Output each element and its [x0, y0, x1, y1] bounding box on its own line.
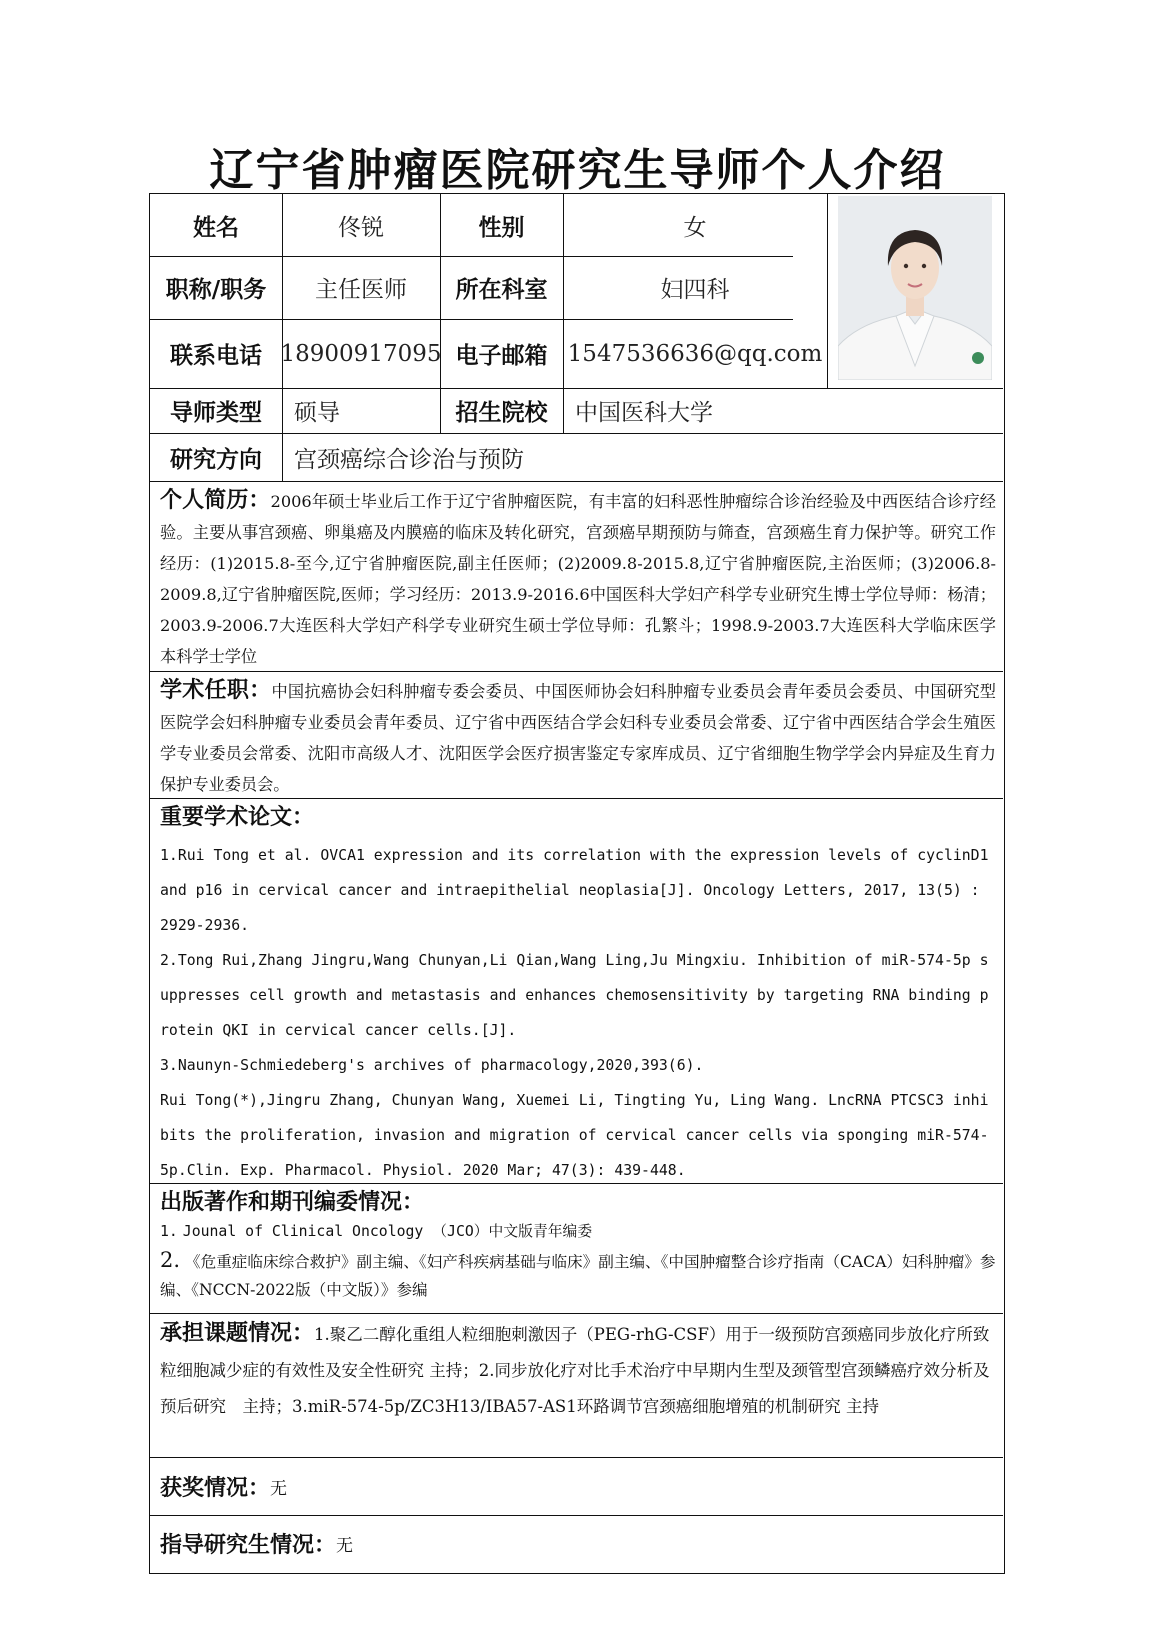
grid-line — [150, 481, 1003, 482]
dept-value: 妇四科 — [660, 277, 730, 303]
bio-section — [160, 485, 996, 672]
school-label: 招生院校 — [455, 399, 548, 426]
portrait-icon — [838, 196, 992, 380]
paper-item: 1.Rui Tong et al. OVCA1 expression and its correlation with the expression levels of cyclinD1 and p16 in cervical cancer and intraepithelial neoplasia[J]. Oncology Letters, 2017, 13(5) : 2929-2936. — [160, 847, 989, 934]
publication-item: 《危重症临床综合救护》副主编、《妇产科疾病基础与临床》副主编、《中国肿瘤整合诊疗指南（CACA）妇科肿瘤》参编、《NCCN-2022版（中文版）》参编 — [160, 1253, 996, 1299]
awards-text: 无 — [270, 1478, 288, 1499]
academic-section — [160, 675, 996, 800]
type-value: 硕导 — [294, 400, 340, 426]
projects-section — [160, 1315, 996, 1425]
research-value: 宫颈癌综合诊治与预防 — [294, 446, 524, 473]
profile-form — [149, 193, 1005, 1574]
academic-text: 中国抗癌协会妇科肿瘤专委会委员、中国医师协会妇科肿瘤专业委员会青年委员会委员、中国研究型医院学会妇科肿瘤专业委员会青年委员、辽宁省中西医结合学会妇科专业委员会常委、辽宁省中西医结合学会生殖医学专业委员会常委、沈阳市高级人才、沈阳医学会医疗损害鉴定专家库成员、辽宁省细胞生物学学会内异症及生育力保护专业委员会。 — [160, 682, 996, 794]
paper-item: 2.Tong Rui,Zhang Jingru,Wang Chunyan,Li Qian,Wang Ling,Ju Mingxiu. Inhibition of miR-574-5p suppresses cell growth and metastasis and enhances chemosensitivity by targeting RNA binding protein QKI in cervical cancer cells.[J]. — [160, 952, 989, 1039]
phone-label: 联系电话 — [170, 342, 262, 369]
papers-section — [160, 802, 996, 1188]
grid-line — [827, 194, 828, 388]
projects-text: 1.聚乙二醇化重组人粒细胞刺激因子（PEG-rhG-CSF）用于一级预防宫颈癌同步放化疗所致粒细胞减少症的有效性及安全性研究 主持；2.同步放化疗对比手术治疗中早期内生型及颈管型宫颈鳞癌疗效分析及预后研究 主持；3.miR-574-5p/ZC3H13/IBA57-AS1环路调节宫颈癌细胞增殖的机制研究 主持 — [160, 1325, 990, 1416]
research-label: 研究方向 — [170, 445, 262, 473]
students-section — [160, 1515, 996, 1572]
phone-value: 18900917095 — [280, 340, 442, 367]
paper-item: 3.Naunyn-Schmiedeberg's archives of pharmacology,2020,393(6). — [160, 1057, 704, 1074]
title-label: 职称/职务 — [165, 276, 267, 303]
publication-num: 1. — [160, 1223, 178, 1240]
publications-label: 出版著作和期刊编委情况： — [160, 1189, 425, 1215]
type-label: 导师类型 — [170, 399, 262, 426]
dept-label: 所在科室 — [455, 276, 548, 303]
awards-label: 获奖情况： — [160, 1474, 271, 1501]
bio-label: 个人简历： — [160, 487, 271, 513]
publications-section — [160, 1187, 996, 1304]
awards-section — [160, 1457, 996, 1515]
publication-num: 2. — [160, 1248, 181, 1272]
page-title: 辽宁省肿瘤医院研究生导师个人介绍 — [209, 145, 946, 196]
publication-item: Jounal of Clinical Oncology （JCO）中文版青年编委 — [182, 1223, 593, 1240]
gender-label: 性别 — [478, 213, 525, 241]
portrait-photo — [838, 196, 992, 380]
academic-label: 学术任职： — [160, 677, 272, 703]
email-label: 电子邮箱 — [455, 342, 548, 369]
projects-label: 承担课题情况： — [160, 1320, 315, 1346]
grid-line — [150, 1313, 1003, 1314]
title-value: 主任医师 — [315, 277, 407, 303]
students-text: 无 — [336, 1536, 354, 1556]
students-label: 指导研究生情况： — [160, 1532, 337, 1558]
school-value: 中国医科大学 — [575, 400, 713, 426]
gender-value: 女 — [683, 214, 707, 241]
paper-item: Rui Tong(*),Jingru Zhang, Chunyan Wang, Xuemei Li, Tingting Yu, Ling Wang. LncRNA PTCSC3 inhibits the proliferation, invasion and migration of cervical cancer cells via sponging miR-574-5p.Clin. Exp. Pharmacol. Physiol. 2020 Mar; 47(3): 439-448. — [160, 1092, 989, 1179]
email-value: 1547536636@qq.com — [567, 340, 823, 367]
name-value: 佟锐 — [338, 214, 384, 241]
papers-label: 重要学术论文： — [160, 804, 315, 830]
name-label: 姓名 — [193, 213, 239, 241]
bio-text: 2006年硕士毕业后工作于辽宁省肿瘤医院，有丰富的妇科恶性肿瘤综合诊治经验及中西医结合诊疗经验。主要从事宫颈癌、卵巢癌及内膜癌的临床及转化研究，宫颈癌早期预防与筛查，宫颈癌生育力保护等。研究工作经历：(1)2015.8-至今,辽宁省肿瘤医院,副主任医师；(2)2009.8-2015.8,辽宁省肿瘤医院,主治医师；(3)2006.8-2009.8,辽宁省肿瘤医院,医师；学习经历：2013.9-2016.6中国医科大学妇产科学专业研究生博士学位导师：杨清；2003.9-2006.7大连医科大学妇产科学专业研究生硕士学位导师：孔繁斗；1998.9-2003.7大连医科大学临床医学本科学士学位 — [160, 492, 996, 666]
